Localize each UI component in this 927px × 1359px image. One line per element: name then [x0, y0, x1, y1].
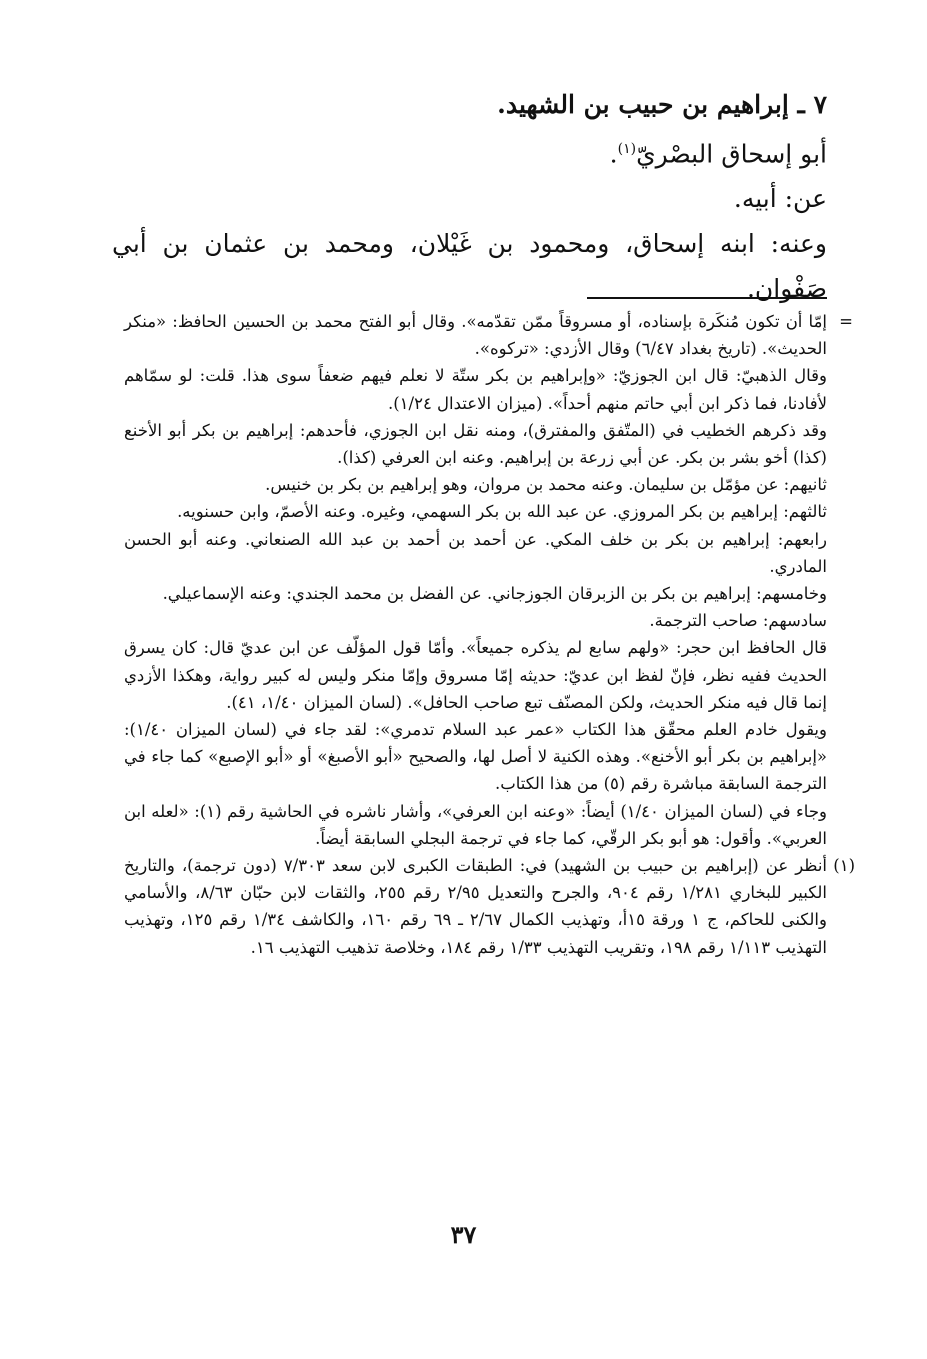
- continuation-marker: =: [839, 312, 853, 331]
- footnote-divider: [587, 297, 827, 299]
- entry-heading: ٧ ـ إبراهيم بن حبيب بن الشهيد.: [497, 90, 827, 119]
- footnote-paragraph: ثالثهم: إبراهيم بن بكر المروزي. عن عبد الله بن بكر السهمي، وغيره. وعنه الأصمّ، وابن حسنويه.: [177, 502, 827, 522]
- footnote-paragraph: وقال الذهبيّ: قال ابن الجوزيّ: «وإبراهيم بن بكر ستّة لا نعلم فيهم ضعفاً سوى هذا. قلت: لو سمّاهم لأفادنا، فما ذكر ابن أبي حاتم منهم أحداً». (ميزان الاعتدال ١/٢٤).: [124, 366, 827, 413]
- entry-narrators: وعنه: ابنه إسحاق، ومحمود بن غَيْلان، ومحمد بن عثمان بن أبي صَفْوان.: [112, 229, 827, 304]
- entry-narrated-from: عن: أبيه.: [733, 184, 827, 214]
- footnote-paragraph: ثانيهم: عن مؤمّل بن سليمان. وعنه محمد بن مروان، وهو إبراهيم بن بكر بن خنيس.: [265, 475, 827, 495]
- kunya-end: .: [609, 139, 618, 169]
- footnote-paragraph: رابعهم: إبراهيم بن بكر بن خلف المكي. عن أحمد بن أحمد بن عبد الله الصنعاني. وعنه أبو الحسن المادري.: [124, 529, 827, 576]
- footnote-paragraph: ويقول خادم العلم محقّق هذا الكتاب «عمر عبد السلام تدمري»: لقد جاء في (لسان الميزان ١/٤٠): «إبراهيم بن بكر أبو الأخنع». وهذه الكنية لا أصل لها، والصحيح «أبو الأصبغ» أو «أبو الإصبع» كما جاء في الترجمة السابقة مباشرة رقم (٥) من هذا الكتاب.: [124, 720, 827, 794]
- footnote-paragraph: سادسهم: صاحب الترجمة.: [649, 611, 827, 631]
- footnote-paragraph: وجاء في (لسان الميزان ١/٤٠) أيضاً: «وعنه ابن العرفي»، وأشار ناشره في الحاشية رقم (١): «لعله ابن العربي». وأقول: هو أبو بكر الرقّي، كما جاء في ترجمة البجلي السابقة أيضاً.: [124, 801, 827, 848]
- biography-entry: [112, 82, 827, 311]
- footnotes-section: [124, 308, 855, 961]
- footnote-number: (١): [833, 856, 855, 876]
- footnote-paragraph: [124, 308, 853, 362]
- footnote-paragraph: وخامسهم: إبراهيم بن بكر بن الزبرقان الجوزجاني. عن الفضل بن محمد الجندي: وعنه الإسماعيلي.: [162, 584, 827, 604]
- footnote-paragraph: قال الحافظ ابن حجر: «ولهم سابع لم يذكره جميعاً». وأمّا قول المؤلّف عن ابن عديّ قال: كان يسرق الحديث ففيه نظر، فإنّ لفظ ابن عديّ: حديثه إمّا مسروق وإمّا منكر وليس له كبير رواية، وهكذا الأزدي إنما قال فيه منكر الحديث، ولكن المصنّف تبع صاحب الحافل». (لسان الميزان ١/٤٠، ٤١).: [124, 638, 827, 712]
- page-number: ٣٧: [450, 1220, 477, 1249]
- footnote-note-1: [124, 852, 855, 961]
- footnote-text: أنظر عن (إبراهيم بن حبيب بن الشهيد) في: الطبقات الكبرى لابن سعد ٧/٣٠٣ (دون ترجمة)، والتاريخ الكبير للبخاري ١/٢٨١ رقم ٩٠٤، والجرح والتعديل ٢/٩٥ رقم ٢٥٥، والثقات لابن حبّان ٨/٦٣، والأسامي والكنى للحاكم، ج ١ ورقة ١٥أ، وتهذيب الكمال ٢/٦٧ ـ ٦٩ رقم ١٦٠، والكاشف ١/٣٤ رقم ١٢٥، وتهذيب التهذيب ١/١١٣ رقم ١٩٨، وتقريب التهذيب ١/٣٣ رقم ١٨٤، وخلاصة تذهيب التهذيب ١٦.: [124, 856, 828, 957]
- footnote-text: إمّا أن تكون مُنكَرة بإسناده، أو مسروقاً ممّن تقدّمه». وقال أبو الفتح محمد بن الحسين الحافظ: «منكر الحديث». (تاريخ بغداد ٦/٤٧) وقال الأزدي: «تركوه».: [124, 312, 827, 359]
- footnote-reference: (١): [617, 141, 637, 157]
- entry-kunya: [112, 127, 827, 176]
- kunya-text: أبو إسحاق البصْريّ: [636, 139, 827, 169]
- footnote-paragraph: وقد ذكرهم الخطيب في (المتّفق والمفترق)، ومنه نقل ابن الجوزي، فأحدهم: إبراهيم بن بكر أبو الأخنع (كذا) أخو بشر بن بكر. عن أبي زرعة بن إبراهيم. وعنه ابن العرفي (كذا).: [124, 420, 827, 468]
